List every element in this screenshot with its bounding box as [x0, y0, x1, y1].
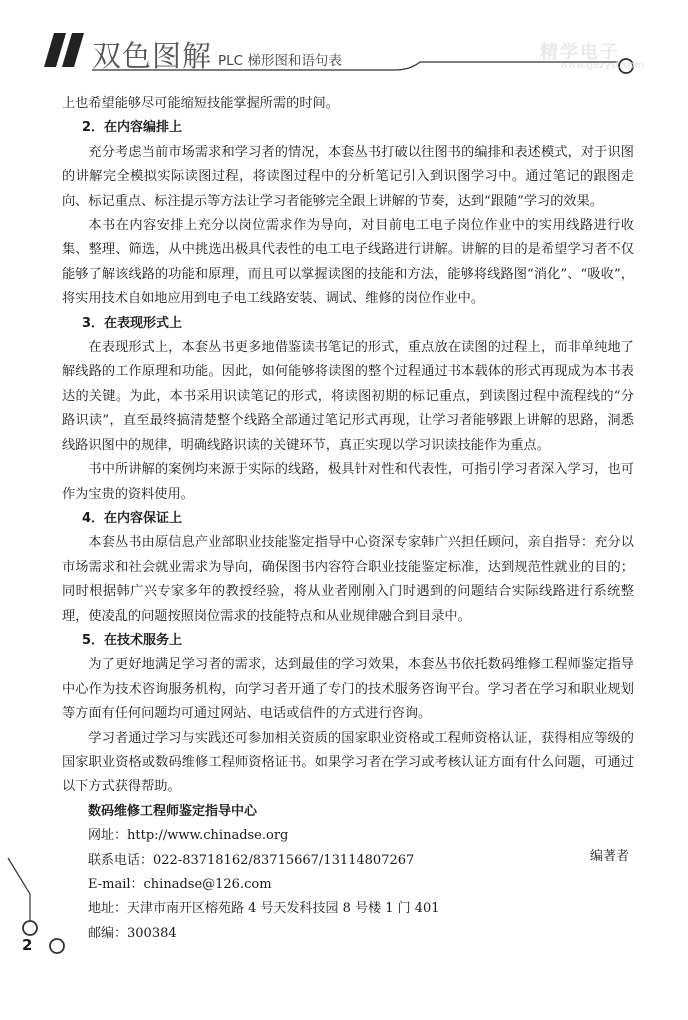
- section-heading: 5．在技术服务上: [82, 632, 183, 648]
- paragraph: 充分考虑当前市场需求和学习者的情况，本套丛书打破以往图书的编排和表述模式，对于识图的讲解完全模拟实际读图过程，将读图过程中的分析笔记引入到识图学习中。通过笔记的跟图走向、标记重点、标注提示等方法让学习者能够完全跟上讲解的节奏，达到“跟随”学习的效果。: [62, 144, 634, 209]
- watermark-text: 精学电子: [540, 42, 620, 63]
- paragraph: 本套丛书由原信息产业部职业技能鉴定指导中心资深专家韩广兴担任顾问，亲自指导：充分以市场需求和社会就业需求为导向，确保图书内容符合职业技能鉴定标准，达到规范性就业的目的；同时根据韩广兴专家多年的教授经验，将从业者刚刚入门时遇到的问题结合实际线路进行系统整理，使凌乱的问题按照岗位需求的技能特点和从业规律融合到目录中。: [62, 535, 634, 624]
- series-title: 双色图解: [92, 39, 213, 73]
- footer-decoration: [0, 850, 80, 960]
- contact-title: 数码维修工程师鉴定指导中心: [88, 803, 258, 819]
- paragraph: 学习者通过学习与实践还可参加相关资质的国家职业资格或工程师资格认证，获得相应等级的国家职业资格或数码维修工程师资格证书。如果学习者在学习或考核认证方面有什么问题，可通过以下方式获得帮助。: [62, 730, 634, 795]
- watermark-url: www.gezyst.com: [560, 60, 645, 71]
- section-heading: 4．在内容保证上: [82, 510, 183, 526]
- contact-email: E-mail：chinadse@126.com: [88, 877, 272, 892]
- section-heading: 2．在内容编排上: [82, 120, 183, 136]
- contact-postcode: 邮编：300384: [88, 925, 177, 941]
- page-number: 2: [22, 936, 33, 954]
- paragraph: 为了更好地满足学习者的需求，达到最佳的学习效果，本套丛书依托数码维修工程师鉴定指导中心作为技术咨询服务机构，向学习者开通了专门的技术服务咨询平台。学习者在学习和职业规划等方面有任何问题均可通过网站、电话或信件的方式进行咨询。: [62, 657, 634, 722]
- author-signature: 编著者: [590, 849, 630, 864]
- contact-phone: 联系电话：022-83718162/83715667/13114807267: [88, 852, 415, 868]
- book-subtitle: PLC 梯形图和语句表: [218, 53, 342, 69]
- page-header: [0, 0, 688, 90]
- contact-address: 地址：天津市南开区榕苑路 4 号天发科技园 8 号楼 1 门 401: [88, 901, 440, 917]
- contact-info: [62, 800, 634, 946]
- section-heading: 3．在表现形式上: [82, 315, 183, 331]
- paragraph: 在表现形式上，本套丛书更多地借鉴读书笔记的形式，重点放在读图的过程上，而非单纯地了解线路的工作原理和功能。因此，如何能够将读图的整个过程通过书本载体的形式再现成为本书表达的关键。为此，本书采用识读笔记的形式，将读图初期的标记重点，到读图过程中流程线的“分路识读”，直至最终搞清楚整个线路全部通过笔记形式再现，让学习者能够跟上讲解的思路，洞悉线路识图中的规律，明确线路识读的关键环节，真正实现以学习识读技能作为重点。: [62, 340, 634, 453]
- page-body: [62, 92, 634, 946]
- contact-website: 网址：http://www.chinadse.org: [88, 828, 289, 844]
- paragraph: 书中所讲解的案例均来源于实际的线路，极具针对性和代表性，可指引学习者深入学习，也可作为宝贵的资料使用。: [62, 462, 634, 502]
- intro-fragment: 上也希望能够尽可能缩短技能掌握所需的时间。: [62, 96, 339, 111]
- paragraph: 本书在内容安排上充分以岗位需求作为导向，对目前电工电子岗位作业中的实用线路进行收集、整理、筛选，从中挑选出极具代表性的电工电子线路进行讲解。讲解的目的是希望学习者不仅能够了解该线路的功能和原理，而且可以掌握读图的技能和方法，能够将线路图“消化”、“吸收”，将实用技术自如地应用到电子电工线路安装、调试、维修的岗位作业中。: [62, 218, 634, 307]
- double-slash-logo: [44, 33, 88, 67]
